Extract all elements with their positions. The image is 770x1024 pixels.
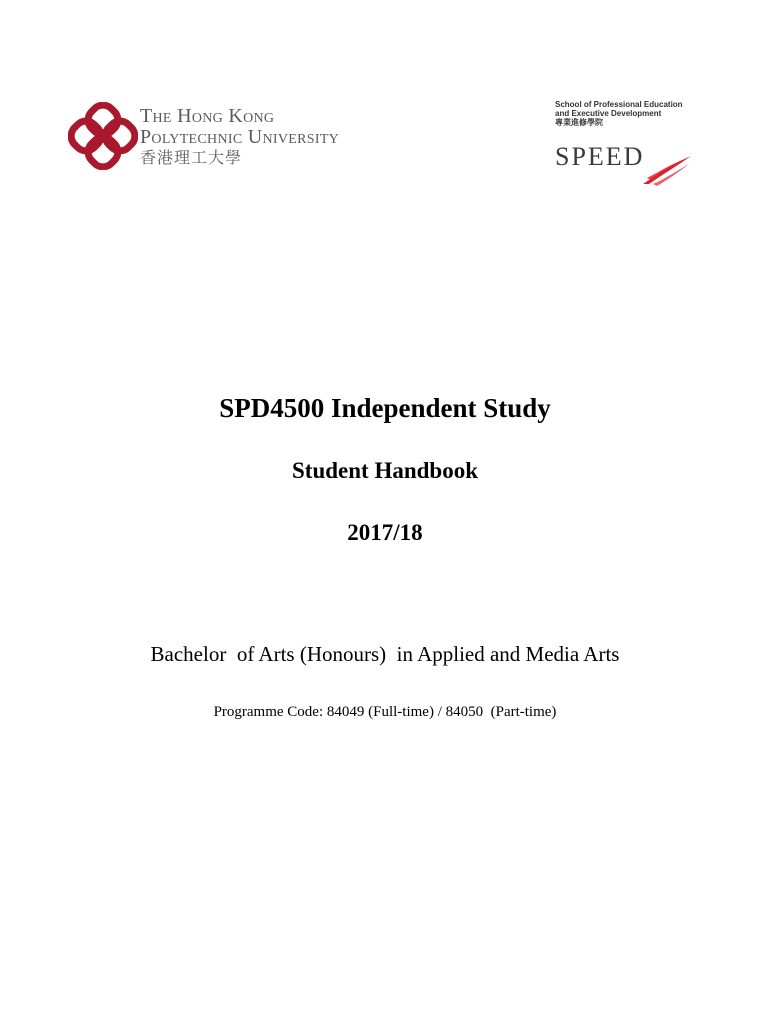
programme-code: Programme Code: 84049 (Full-time) / 84050 (Part-time) bbox=[213, 704, 557, 720]
polyu-wordmark bbox=[140, 106, 339, 167]
speed-logo bbox=[555, 100, 705, 190]
speed-name-line2: and Executive Development bbox=[555, 109, 662, 118]
document-title: SPD4500 Independent Study bbox=[219, 393, 551, 423]
polyu-name-line2: Polytechnic University bbox=[140, 126, 340, 148]
polyu-name-chinese: 香港理工大學 bbox=[140, 148, 243, 167]
polyu-emblem-icon bbox=[68, 102, 138, 170]
document-year: 2017/18 bbox=[347, 520, 423, 545]
speed-wordmark: SPEED bbox=[555, 142, 645, 171]
polyu-logo bbox=[68, 102, 428, 172]
speed-name-chinese: 專業進修學院 bbox=[555, 118, 603, 127]
programme-name: Bachelor of Arts (Honours) in Applied and Media Arts bbox=[150, 642, 620, 666]
speed-name-line1: School of Professional Education bbox=[555, 100, 683, 109]
speed-swoosh-icon bbox=[641, 152, 693, 186]
polyu-name-line1: The Hong Kong bbox=[140, 105, 275, 127]
document-subtitle: Student Handbook bbox=[292, 458, 478, 483]
